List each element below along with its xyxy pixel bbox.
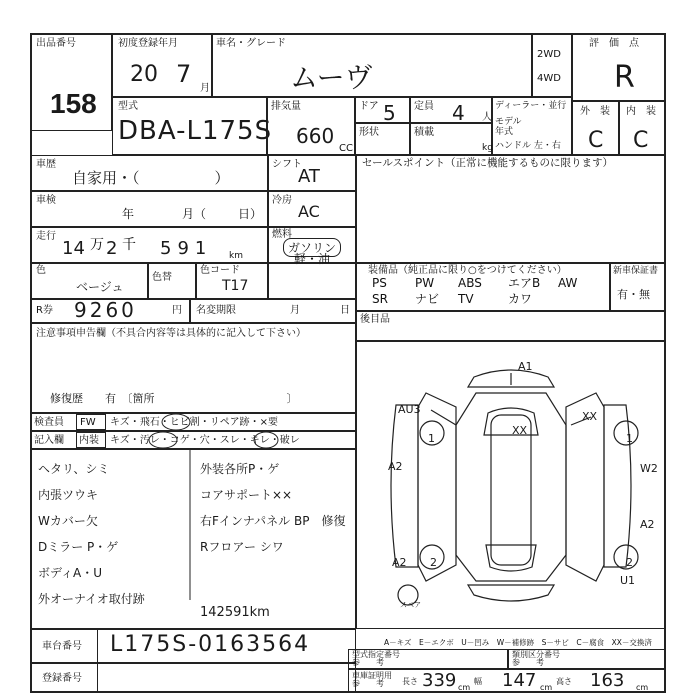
warranty-label: 新車保証書 — [613, 266, 659, 276]
length-value: 339 — [422, 670, 457, 691]
sen-unit: 千 — [122, 237, 136, 253]
height-label: 高さ — [556, 677, 572, 686]
equip-item: PS — [372, 276, 387, 290]
shift-label: シフト — [272, 159, 302, 170]
fuel-other: 軽・油 — [294, 252, 331, 266]
damage-mark: A2 — [388, 460, 403, 473]
note-left-item: 外オーナイオ取付跡 — [38, 592, 145, 606]
note-right-item: 右Fインナパネル BP 修復 — [200, 514, 346, 528]
note-left-item: Wカバー欠 — [38, 514, 98, 528]
damage-mark: A1 — [518, 360, 533, 373]
shift-value: AT — [298, 166, 320, 187]
damage-mark: AU3 — [398, 403, 421, 416]
note-left-item: 内張ツウキ — [38, 488, 99, 502]
load-label: 積載 — [414, 127, 434, 138]
score-label: 評 価 点 — [589, 38, 639, 49]
cc-label: CC — [339, 143, 353, 154]
ac-value: AC — [298, 202, 320, 221]
sales-label: セールスポイント（正常に機能するものに限ります） — [362, 157, 614, 169]
color-change-label: 色替 — [152, 272, 172, 283]
2wd-label: 2WD — [537, 49, 561, 60]
reg-month: 7 — [176, 60, 192, 88]
warranty-value: 有・無 — [617, 288, 650, 301]
inspect-label: 車検 — [36, 195, 56, 206]
name-label: 車名・グレード — [216, 38, 286, 49]
mileage-label: 走行 — [36, 231, 56, 242]
color-value: ベージュ — [76, 280, 124, 294]
inspector-row2-tag: 内装 — [79, 435, 99, 446]
title-label: 名変期限 — [196, 305, 236, 316]
yen-label: 円 — [172, 305, 182, 316]
height-unit: cm — [636, 683, 649, 692]
recycle-label: R券 — [36, 305, 53, 316]
equip-item: AW — [558, 276, 578, 290]
inspect-month: 月（ — [182, 207, 207, 221]
inspector-row2-text: キズ・汚レ・コゲ・穴・スレ・キレ・破レ — [110, 435, 300, 446]
note-right-item: Rフロアー シワ — [200, 540, 284, 554]
recycle-value: 9260 — [74, 298, 137, 322]
score-value: R — [614, 60, 635, 95]
note-left-item: Dミラー P・ゲ — [38, 540, 119, 554]
handle-label: ハンドル 左・右 — [495, 141, 561, 151]
car-name: ムーヴ — [290, 61, 373, 94]
damage-mark: XX — [512, 424, 528, 437]
seat-value: 4 — [452, 101, 465, 125]
door-label: ドア — [359, 101, 379, 112]
mileage-sen-value: 2 — [106, 238, 118, 259]
height-value: 163 — [590, 670, 625, 691]
inspector-row1-tag: FW — [80, 417, 96, 428]
equip-item: SR — [372, 292, 388, 306]
width-label: 幅 — [474, 677, 482, 686]
person-unit: 人 — [482, 112, 492, 123]
reg-year: 20 — [130, 62, 158, 87]
model-label: 型式 — [118, 101, 138, 112]
equip-item: PW — [415, 276, 435, 290]
model-year-label: モデル 年式 — [495, 117, 522, 137]
rear-seat-label: 後目品 — [360, 314, 390, 325]
spare-label: スペア — [400, 601, 421, 609]
length-label: 長さ — [402, 677, 418, 686]
title-day: 日 — [340, 305, 350, 316]
type-cert-label: 型式指定番号 参 考 — [352, 650, 400, 667]
equip-label: 装備品（純正品に限り○をつけてください） — [368, 265, 567, 276]
title-month: 月 — [290, 305, 300, 316]
4wd-label: 4WD — [537, 73, 561, 84]
inspector-row2-label: 記入欄 — [34, 435, 64, 446]
history-value: 自家用・（ ） — [72, 169, 230, 187]
note-left-item: ボディA・U — [38, 566, 103, 580]
notes-label: 注意事項申告欄（不具合内容等は具体的に記入して下さい） — [36, 328, 306, 339]
door-value: 5 — [383, 101, 396, 125]
chassis-value: L175S-0163564 — [110, 632, 311, 657]
equip-item: TV — [458, 292, 474, 306]
int-label: 内 装 — [626, 106, 656, 117]
inspector-row1-label: 検査員 — [34, 417, 64, 428]
regnum-label: 登録番号 — [42, 673, 82, 684]
lot-number: 158 — [50, 88, 97, 119]
month-unit: 月 — [200, 83, 210, 94]
mileage-man-value: 14 — [62, 238, 85, 259]
ext-label: 外 装 — [580, 106, 610, 117]
damage-mark: 1 — [428, 432, 435, 445]
man-unit: 万 — [90, 237, 104, 253]
damage-mark: XX — [582, 410, 598, 423]
equip-item: エアB — [508, 276, 541, 290]
disp-value: 660 — [296, 124, 335, 148]
note-right-item: コアサポート×× — [200, 488, 293, 502]
reg-label: 初度登録年月 — [118, 38, 178, 49]
equip-item: ABS — [458, 276, 482, 290]
kg-label: kg — [482, 143, 493, 153]
odometer-note: 142591km — [200, 605, 270, 620]
inspect-day: 日） — [238, 207, 263, 221]
damage-mark: 2 — [626, 556, 633, 569]
fuel-value: ガソリン — [283, 238, 341, 257]
fuel-label: 燃料 — [272, 229, 292, 240]
seat-label: 定員 — [414, 101, 434, 112]
chassis-label: 車台番号 — [42, 641, 82, 652]
damage-mark: 2 — [430, 556, 437, 569]
lot-label: 出品番号 — [36, 38, 76, 49]
note-right-item: 外装各所P・ゲ — [200, 462, 280, 476]
dealer-label: ディーラー・並行 — [495, 101, 567, 111]
mileage-rest-value: 591 — [160, 238, 213, 259]
ac-label: 冷房 — [272, 195, 292, 206]
cat-label: 類別区分番号 参 考 — [512, 650, 560, 667]
length-unit: cm — [458, 683, 471, 692]
width-unit: cm — [540, 683, 553, 692]
color-code-label: 色コード — [200, 265, 240, 276]
color-code-value: T17 — [222, 278, 249, 294]
shape-label: 形状 — [359, 127, 379, 138]
int-score: C — [633, 128, 649, 153]
model-code: DBA-L175S — [118, 116, 273, 146]
km-unit: km — [229, 251, 243, 261]
equip-item: ナビ — [415, 292, 440, 306]
inspector-row1-text: キズ・飛石・ヒビ割・リペア跡・×要 — [110, 417, 278, 428]
damage-mark: 1 — [626, 432, 633, 445]
ext-score: C — [588, 128, 604, 153]
inspect-year: 年 — [122, 207, 135, 221]
width-value: 147 — [502, 670, 537, 691]
damage-mark: A2 — [640, 518, 655, 531]
car-cert-label: 車庫証明用 参 考 — [352, 671, 392, 688]
history-label: 車歴 — [36, 159, 56, 170]
damage-mark: U1 — [620, 574, 636, 587]
note-left-item: ヘタリ、シミ — [38, 462, 110, 476]
equip-item: カワ — [508, 292, 533, 306]
damage-mark: A2 — [392, 556, 407, 569]
diagram-legend: A－キズ E－エクボ U－凹み W－補修跡 S－サビ C－腐食 XX－交換済 — [384, 638, 652, 647]
disp-label: 排気量 — [271, 101, 301, 112]
color-label: 色 — [36, 265, 46, 276]
damage-mark: W2 — [640, 462, 658, 475]
repair-label: 修復歴 有 〔箇所 〕 — [50, 392, 298, 405]
